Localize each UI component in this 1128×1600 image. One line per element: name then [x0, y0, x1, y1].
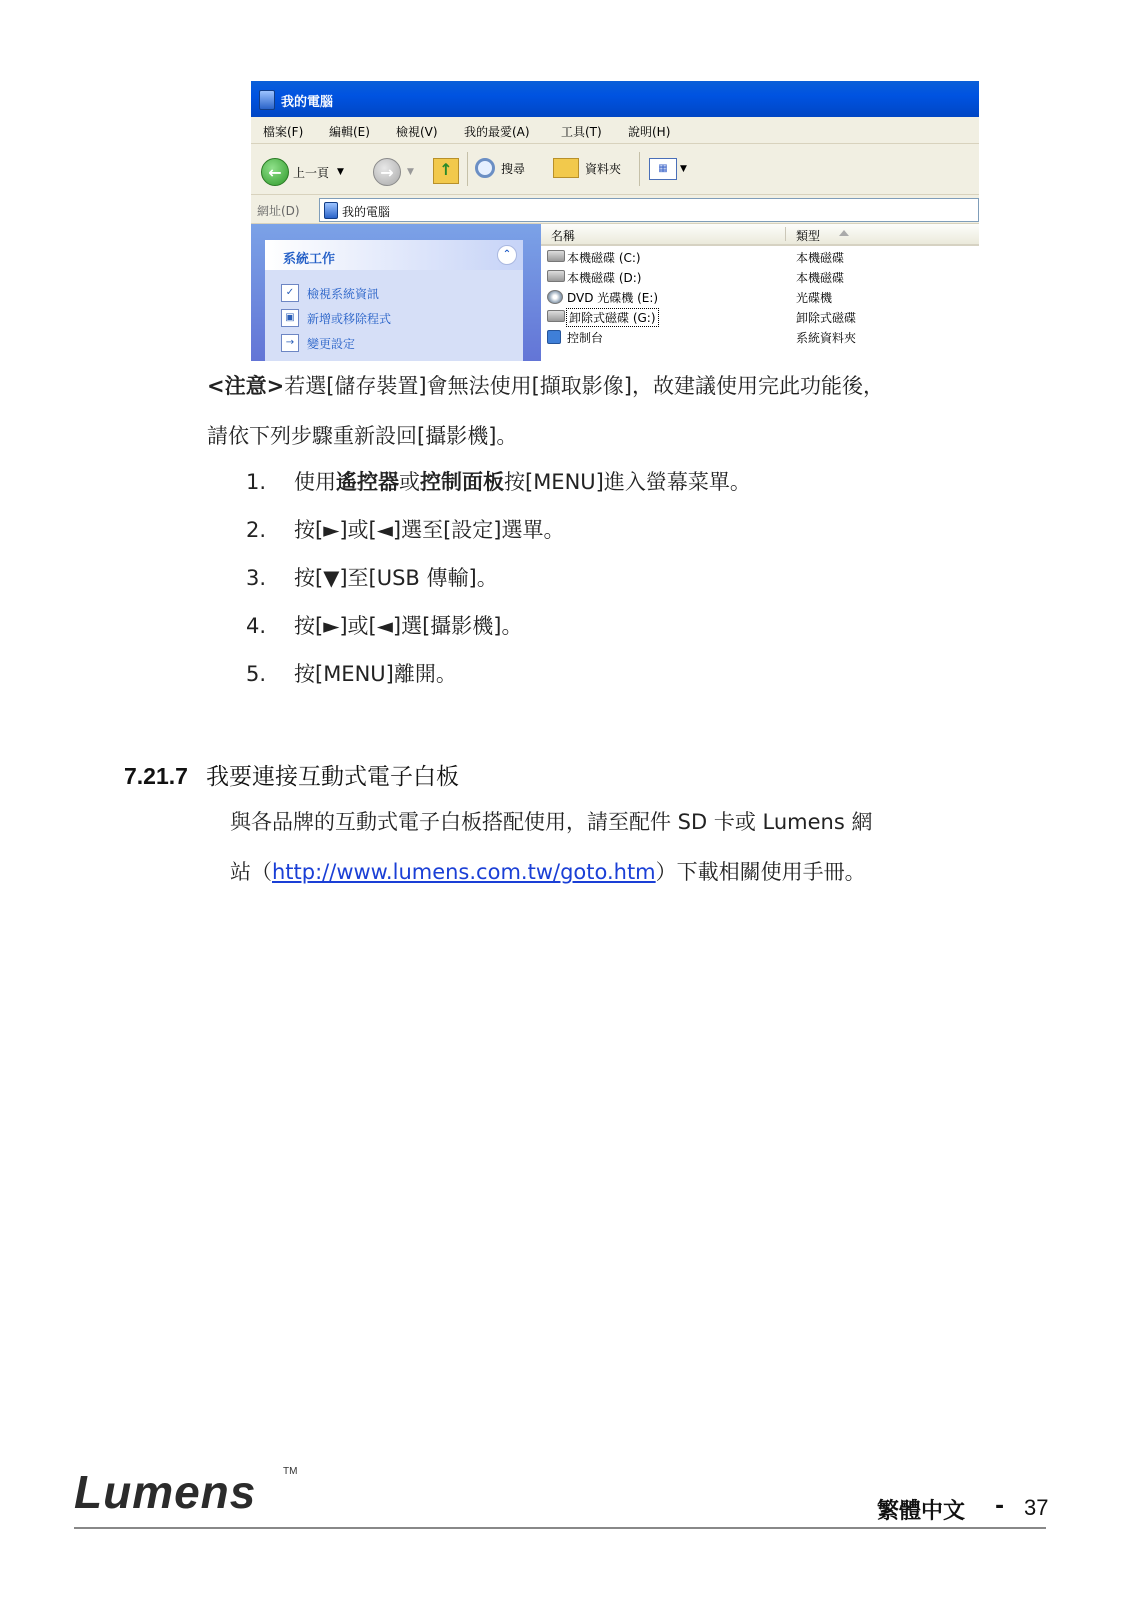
file-list: [541, 224, 979, 361]
item-type: 光碟機: [796, 291, 833, 305]
section-paragraph-line-1: 與各品牌的互動式電子白板搭配使用，請至配件 SD 卡或 Lumens 網: [230, 810, 873, 834]
note-line-1: [207, 370, 884, 400]
item-name: 控制台: [567, 331, 604, 345]
step-number: 2.: [246, 518, 267, 542]
folders-button[interactable]: [553, 158, 621, 178]
lumens-logo: Lumens: [74, 1466, 257, 1518]
task-label: 檢視系統資訊: [307, 286, 380, 301]
step-2: [246, 514, 564, 544]
my-computer-icon: [259, 90, 275, 110]
chevron-down-icon: ▼: [680, 164, 687, 174]
address-label: 網址(D): [257, 204, 300, 218]
list-item[interactable]: [541, 266, 979, 286]
step-number: 3.: [246, 566, 267, 590]
views-button[interactable]: [649, 158, 687, 180]
menu-file[interactable]: 檔案(F): [263, 125, 304, 139]
column-divider: [785, 227, 786, 241]
footer-separator: -: [995, 1494, 1005, 1519]
page-number: 37: [1024, 1495, 1049, 1520]
item-type: 本機磁碟: [796, 271, 845, 285]
section-number: 7.21.7: [124, 763, 188, 789]
step-number: 4.: [246, 614, 267, 638]
system-tasks-panel: [265, 240, 523, 361]
control-panel-icon: →: [281, 334, 299, 352]
hard-drive-icon: [547, 250, 565, 262]
note-label: <注意>: [207, 374, 285, 398]
item-type: 系統資料夾: [796, 331, 857, 345]
list-item[interactable]: [541, 326, 979, 346]
up-folder-icon: ↑: [433, 158, 459, 184]
note-text: 若選[儲存裝置]會無法使用[擷取影像]，故建議使用完此功能後，: [284, 374, 884, 398]
menu-tools[interactable]: 工具(T): [561, 125, 602, 139]
window-title: 我的電腦: [281, 95, 334, 110]
item-name: 卸除式磁碟 (G:): [569, 311, 656, 325]
task-view-system-info[interactable]: [281, 284, 379, 302]
address-value: 我的電腦: [342, 205, 391, 219]
step-5: [246, 658, 457, 688]
task-label: 新增或移除程式: [307, 311, 392, 326]
step-bold: 遙控器: [336, 470, 399, 494]
step-text: 按[►]或[◄]選至[設定]選單。: [294, 518, 565, 542]
step-1: [246, 466, 751, 496]
system-tasks-title: 系統工作: [283, 252, 336, 267]
step-text: 按[►]或[◄]選[攝影機]。: [294, 614, 523, 638]
control-panel-icon: [547, 330, 561, 344]
dvd-drive-icon: [547, 290, 563, 304]
task-add-remove-programs[interactable]: [281, 309, 391, 327]
list-item[interactable]: [541, 306, 979, 326]
back-button[interactable]: [261, 158, 344, 186]
step-number: 1.: [246, 470, 267, 494]
toolbar-separator: [639, 152, 640, 186]
menu-help[interactable]: 說明(H): [628, 125, 671, 139]
item-type: 本機磁碟: [796, 251, 845, 265]
menu-edit[interactable]: 編輯(E): [329, 125, 370, 139]
forward-arrow-icon: →: [373, 158, 401, 186]
address-bar: [251, 195, 979, 224]
removable-disk-icon: [547, 310, 565, 322]
folders-icon: [553, 158, 579, 178]
step-text: 按[MENU]進入螢幕菜單。: [504, 470, 751, 494]
menu-view[interactable]: 檢視(V): [396, 125, 438, 139]
section-title: 我要連接互動式電子白板: [205, 764, 459, 790]
item-name: DVD 光碟機 (E:): [567, 291, 659, 305]
step-text: 按[▼]至[USB 傳輸]。: [294, 566, 498, 590]
menu-bar: [251, 117, 979, 144]
collapse-icon[interactable]: ⌃: [497, 245, 517, 265]
search-button[interactable]: [475, 158, 525, 178]
back-label: 上一頁: [293, 165, 330, 180]
back-arrow-icon: ←: [261, 158, 289, 186]
my-computer-icon: [324, 202, 338, 219]
task-label: 變更設定: [307, 336, 356, 351]
search-icon: [475, 158, 495, 178]
menu-favorites[interactable]: 我的最愛(A): [464, 125, 530, 139]
trademark-mark: TM: [283, 1466, 298, 1477]
step-3: [246, 562, 498, 592]
folders-label: 資料夾: [585, 161, 622, 176]
step-number: 5.: [246, 662, 267, 686]
step-text: 使用: [294, 470, 336, 494]
footer-language: 繁體中文: [877, 1499, 966, 1524]
task-pane: [251, 224, 541, 361]
chevron-down-icon: ▼: [337, 167, 344, 177]
step-bold: 控制面板: [420, 470, 504, 494]
paragraph-text: ）下載相關使用手冊。: [655, 860, 866, 884]
column-header: [541, 224, 979, 246]
task-change-settings[interactable]: [281, 334, 355, 352]
system-tasks-header[interactable]: [265, 240, 523, 270]
step-4: [246, 610, 522, 640]
window-titlebar: [251, 81, 979, 117]
column-type[interactable]: 類型: [796, 229, 821, 243]
toolbar-separator: [467, 152, 468, 186]
add-remove-programs-icon: ▣: [281, 309, 299, 327]
step-text: 或: [399, 470, 420, 494]
note-line-2: 請依下列步驟重新設回[攝影機]。: [207, 424, 518, 448]
footer-rule: [74, 1527, 1046, 1529]
hard-drive-icon: [547, 270, 565, 282]
address-input[interactable]: [319, 198, 979, 222]
toolbar: [251, 144, 979, 195]
step-text: 按[MENU]離開。: [294, 662, 457, 686]
search-label: 搜尋: [501, 161, 526, 176]
up-folder-button[interactable]: [433, 158, 459, 184]
item-name: 本機磁碟 (C:): [567, 251, 641, 265]
item-type: 卸除式磁碟: [796, 311, 857, 325]
list-item[interactable]: [541, 246, 979, 266]
column-name[interactable]: 名稱: [551, 229, 576, 243]
chevron-down-icon: ▼: [407, 167, 414, 177]
my-computer-screenshot: [251, 81, 979, 361]
forward-button[interactable]: [373, 158, 414, 186]
section-heading: [124, 758, 459, 791]
item-name: 本機磁碟 (D:): [567, 271, 642, 285]
list-item[interactable]: [541, 286, 979, 306]
lumens-download-link[interactable]: http://www.lumens.com.tw/goto.htm: [272, 860, 656, 884]
views-icon: ▦: [649, 158, 677, 180]
sort-ascending-icon: [839, 230, 849, 236]
system-info-icon: ✓: [281, 284, 299, 302]
section-paragraph-line-2: [230, 856, 866, 886]
paragraph-text: 站（: [230, 860, 272, 884]
